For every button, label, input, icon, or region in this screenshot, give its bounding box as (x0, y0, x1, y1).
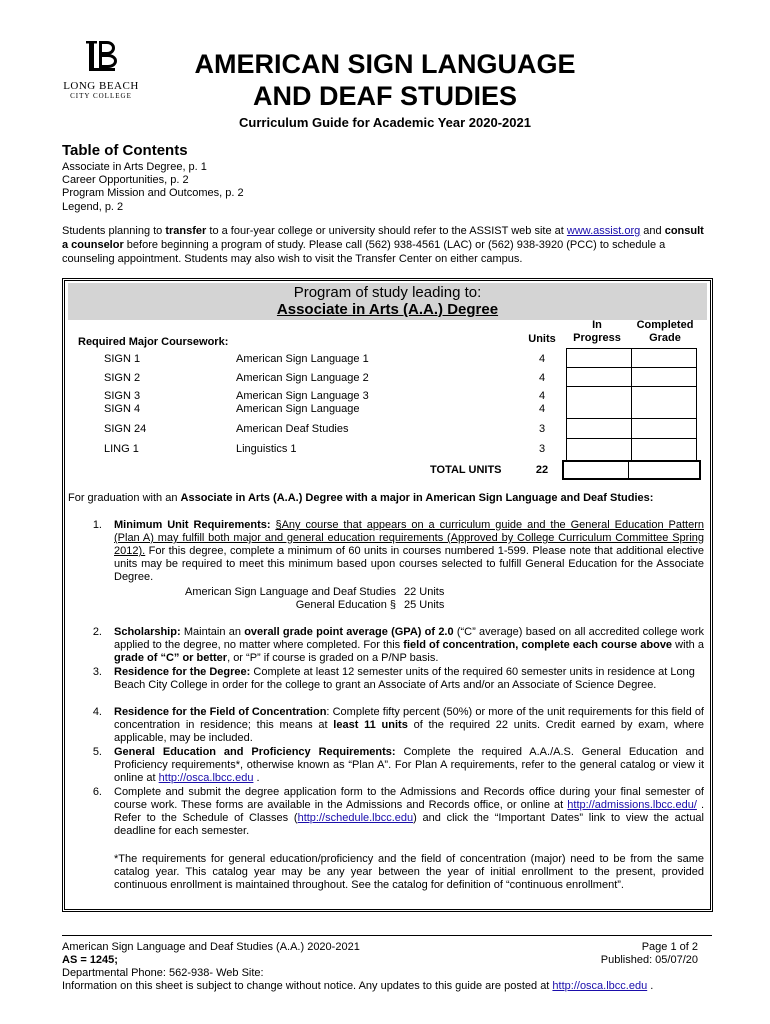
toc-item: Associate in Arts Degree, p. 1 (62, 161, 207, 173)
item-number: 2. (92, 626, 102, 638)
course-title: American Sign Language 2 (236, 372, 369, 384)
assist-link[interactable]: www.assist.org (566, 225, 641, 237)
item-label: Residence for the Degree: (114, 666, 251, 678)
toc-heading: Table of Contents (62, 142, 188, 159)
footer-text: Information on this sheet is subject to change without notice. Any updates to this guide are posted at (62, 980, 553, 992)
item-scholarship (114, 626, 704, 665)
item-text: ) and click the “Important Dates” link to view the actual deadline for each semester. (114, 812, 704, 837)
course-units: 4 (538, 372, 546, 384)
logo-name: LONG BEACH (63, 80, 139, 92)
item-text: (“C” average) based on all accredited college work applied to the degree, no matter where completed. For this (114, 626, 705, 651)
completed-grade-header (630, 319, 700, 345)
item-text: Complete the required A.A./A.S. General Education and Proficiency requirements*, otherwise known as “Plan A”. For Plan A requirements, refer to the general catalog or view it online at (114, 746, 705, 784)
grid-divider (631, 348, 632, 461)
course-title: Linguistics 1 (236, 443, 297, 455)
intro-bold: consult a counselor (62, 225, 704, 251)
item-text: Complete and submit the degree application form to the Admissions and Records office during your final semester of course work. These forms are available in the Admissions and Records office, or online at (114, 786, 704, 811)
intro-text: and (640, 225, 665, 237)
intro-text: before beginning a program of study. Please call (562) 938-4561 (LAC) or (562) 938-3920 (PCC) to schedule a counseling appointment. Students may also wish to visit the Transfer Center on either campus. (62, 239, 666, 265)
item-text: : Complete fifty percent (50%) or more of the unit requirements for this field of concentration in residence; this means at (114, 706, 704, 731)
completed-header-line1: Completed (636, 319, 694, 331)
course-code: SIGN 2 (104, 372, 141, 384)
item-text: Maintain an (180, 626, 245, 638)
course-code: SIGN 24 (104, 423, 147, 435)
item-bold: grade of “C” or better (114, 652, 228, 664)
toc-item: Program Mission and Outcomes, p. 2 (62, 187, 244, 200)
table-of-contents (62, 161, 244, 214)
item-bold: overall grade point average (GPA) of 2.0 (244, 626, 454, 638)
graduation-statement (68, 492, 708, 504)
intro-paragraph (62, 224, 712, 266)
toc-item: Career Opportunities, p. 2 (62, 174, 189, 187)
item-text: , or “P” if course is graded on a P/NP basis. (227, 652, 439, 664)
item-text: . Refer to the Schedule of Classes ( (114, 799, 704, 824)
graduation-bold: Associate in Arts (A.A.) Degree with a major in American Sign Language and Deaf Studies: (180, 492, 654, 504)
unit-label: General Education § (295, 599, 396, 611)
title-line-1: AMERICAN SIGN LANGUAGE (194, 49, 576, 79)
course-code: SIGN 3 (104, 390, 141, 402)
graduation-text: For graduation with an (68, 492, 181, 504)
lb-monogram-icon (81, 38, 121, 78)
item-number: 4. (92, 706, 102, 718)
grid-divider (566, 386, 697, 387)
item-general-education (114, 746, 704, 785)
course-units: 3 (538, 443, 546, 455)
course-code: SIGN 1 (104, 353, 141, 365)
grid-divider (566, 438, 697, 439)
course-title: American Sign Language 3 (236, 390, 369, 402)
units-header: Units (528, 333, 556, 345)
footer-code: AS = 1245; (62, 954, 118, 966)
footer-disclaimer (62, 980, 712, 993)
program-heading: Program of study leading to: (293, 284, 482, 301)
page-subtitle: Curriculum Guide for Academic Year 2020-2021 (239, 115, 531, 130)
item-label: Minimum Unit Requirements: (114, 519, 276, 531)
course-code: SIGN 4 (104, 403, 141, 415)
item-underlined: §Any course that appears on a curriculum guide and the General Education Pattern (Plan A) may fulfill both major and general education requirements (Approved by College Curriculum Committee Spring 2012). (114, 519, 704, 557)
item-text: For this degree, complete a minimum of 60 units in courses numbered 1-599. Please note that additional elective units may be required to meet this minimum based upon courses selected to fulfill General Education for the Associate Degree. (114, 545, 704, 583)
item-text: . (253, 772, 260, 784)
footer-divider (62, 935, 712, 936)
page-title (150, 48, 620, 112)
course-title: American Sign Language (236, 403, 360, 415)
total-units-value: 22 (535, 464, 549, 476)
admissions-link[interactable]: http://admissions.lbcc.edu/ (567, 799, 697, 811)
course-title: American Sign Language 1 (236, 353, 369, 365)
item-number: 1. (92, 519, 102, 531)
intro-bold: transfer (165, 225, 207, 237)
in-progress-header-line2: Progress (573, 332, 621, 344)
course-units: 4 (538, 403, 546, 415)
footer-text: . (647, 980, 654, 992)
item-application (114, 786, 704, 838)
toc-item: Legend, p. 2 (62, 200, 124, 213)
item-bold: field of concentration, complete each course above (403, 639, 673, 651)
course-units: 4 (538, 353, 546, 365)
page-number: Page 1 of 2 (641, 941, 698, 953)
item-min-units (114, 519, 704, 584)
course-title: American Deaf Studies (236, 423, 349, 435)
grid-divider (566, 367, 697, 368)
course-units: 4 (538, 390, 546, 402)
footer-phone: Departmental Phone: 562-938- Web Site: (62, 967, 264, 979)
course-code: LING 1 (104, 443, 139, 455)
completed-header-line2: Grade (649, 332, 681, 344)
item-text: Complete at least 12 semester units of the required 60 semester units in residence at Long Beach City College in order for the college to grant an Associate of Arts and/or an Associate of Science Degree. (114, 666, 695, 691)
item-residence-field (114, 706, 704, 745)
in-progress-header-line1: In (592, 319, 602, 331)
osca-link[interactable]: http://osca.lbcc.edu (158, 772, 254, 784)
required-coursework-label: Required Major Coursework: (78, 336, 229, 348)
item-residence-degree (114, 666, 704, 692)
unit-label: American Sign Language and Deaf Studies (185, 586, 396, 598)
footer-doc-title: American Sign Language and Deaf Studies (A.A.) 2020-2021 (62, 941, 360, 953)
item-text: of the required 22 units. Credit earned by exam, where applicable, may be included. (114, 719, 704, 744)
program-degree: Associate in Arts (A.A.) Degree (276, 301, 499, 318)
item-bold: least 11 units (333, 719, 408, 731)
unit-value: 22 Units (404, 586, 445, 598)
schedule-link[interactable]: http://schedule.lbcc.edu (297, 812, 414, 824)
college-logo (62, 38, 140, 100)
unit-value: 25 Units (404, 599, 445, 611)
item-number: 5. (92, 746, 102, 758)
item-text: with a (672, 639, 704, 651)
title-line-2: AND DEAF STUDIES (252, 81, 517, 111)
item-number: 3. (92, 666, 102, 678)
course-units: 3 (538, 423, 546, 435)
item-number: 6. (92, 786, 102, 798)
published-date: Published: 05/07/20 (600, 954, 698, 966)
item-label: Residence for the Field of Concentration (114, 706, 327, 718)
in-progress-header (565, 319, 629, 345)
intro-text: to a four-year college or university should refer to the ASSIST web site at (206, 225, 567, 237)
total-grid (562, 460, 701, 480)
grid-divider (566, 418, 697, 419)
item-label: Scholarship: (114, 626, 181, 638)
item-label: General Education and Proficiency Requirements: (114, 746, 396, 758)
total-units-label: TOTAL UNITS (430, 464, 502, 476)
logo-subtitle: CITY COLLEGE (70, 92, 132, 100)
intro-text: Students planning to (62, 225, 166, 237)
catalog-year-note: *The requirements for general education/proficiency and the field of concentration (major) need to be from the same catalog year. This catalog year may be any year between the year of initial enrollment to the present, provided continuous enrollment is maintained throughout. See the catalog for definition of “continuous enrollment”. (114, 853, 704, 891)
grid-divider (628, 460, 629, 480)
footer-osca-link[interactable]: http://osca.lbcc.edu (552, 980, 648, 992)
